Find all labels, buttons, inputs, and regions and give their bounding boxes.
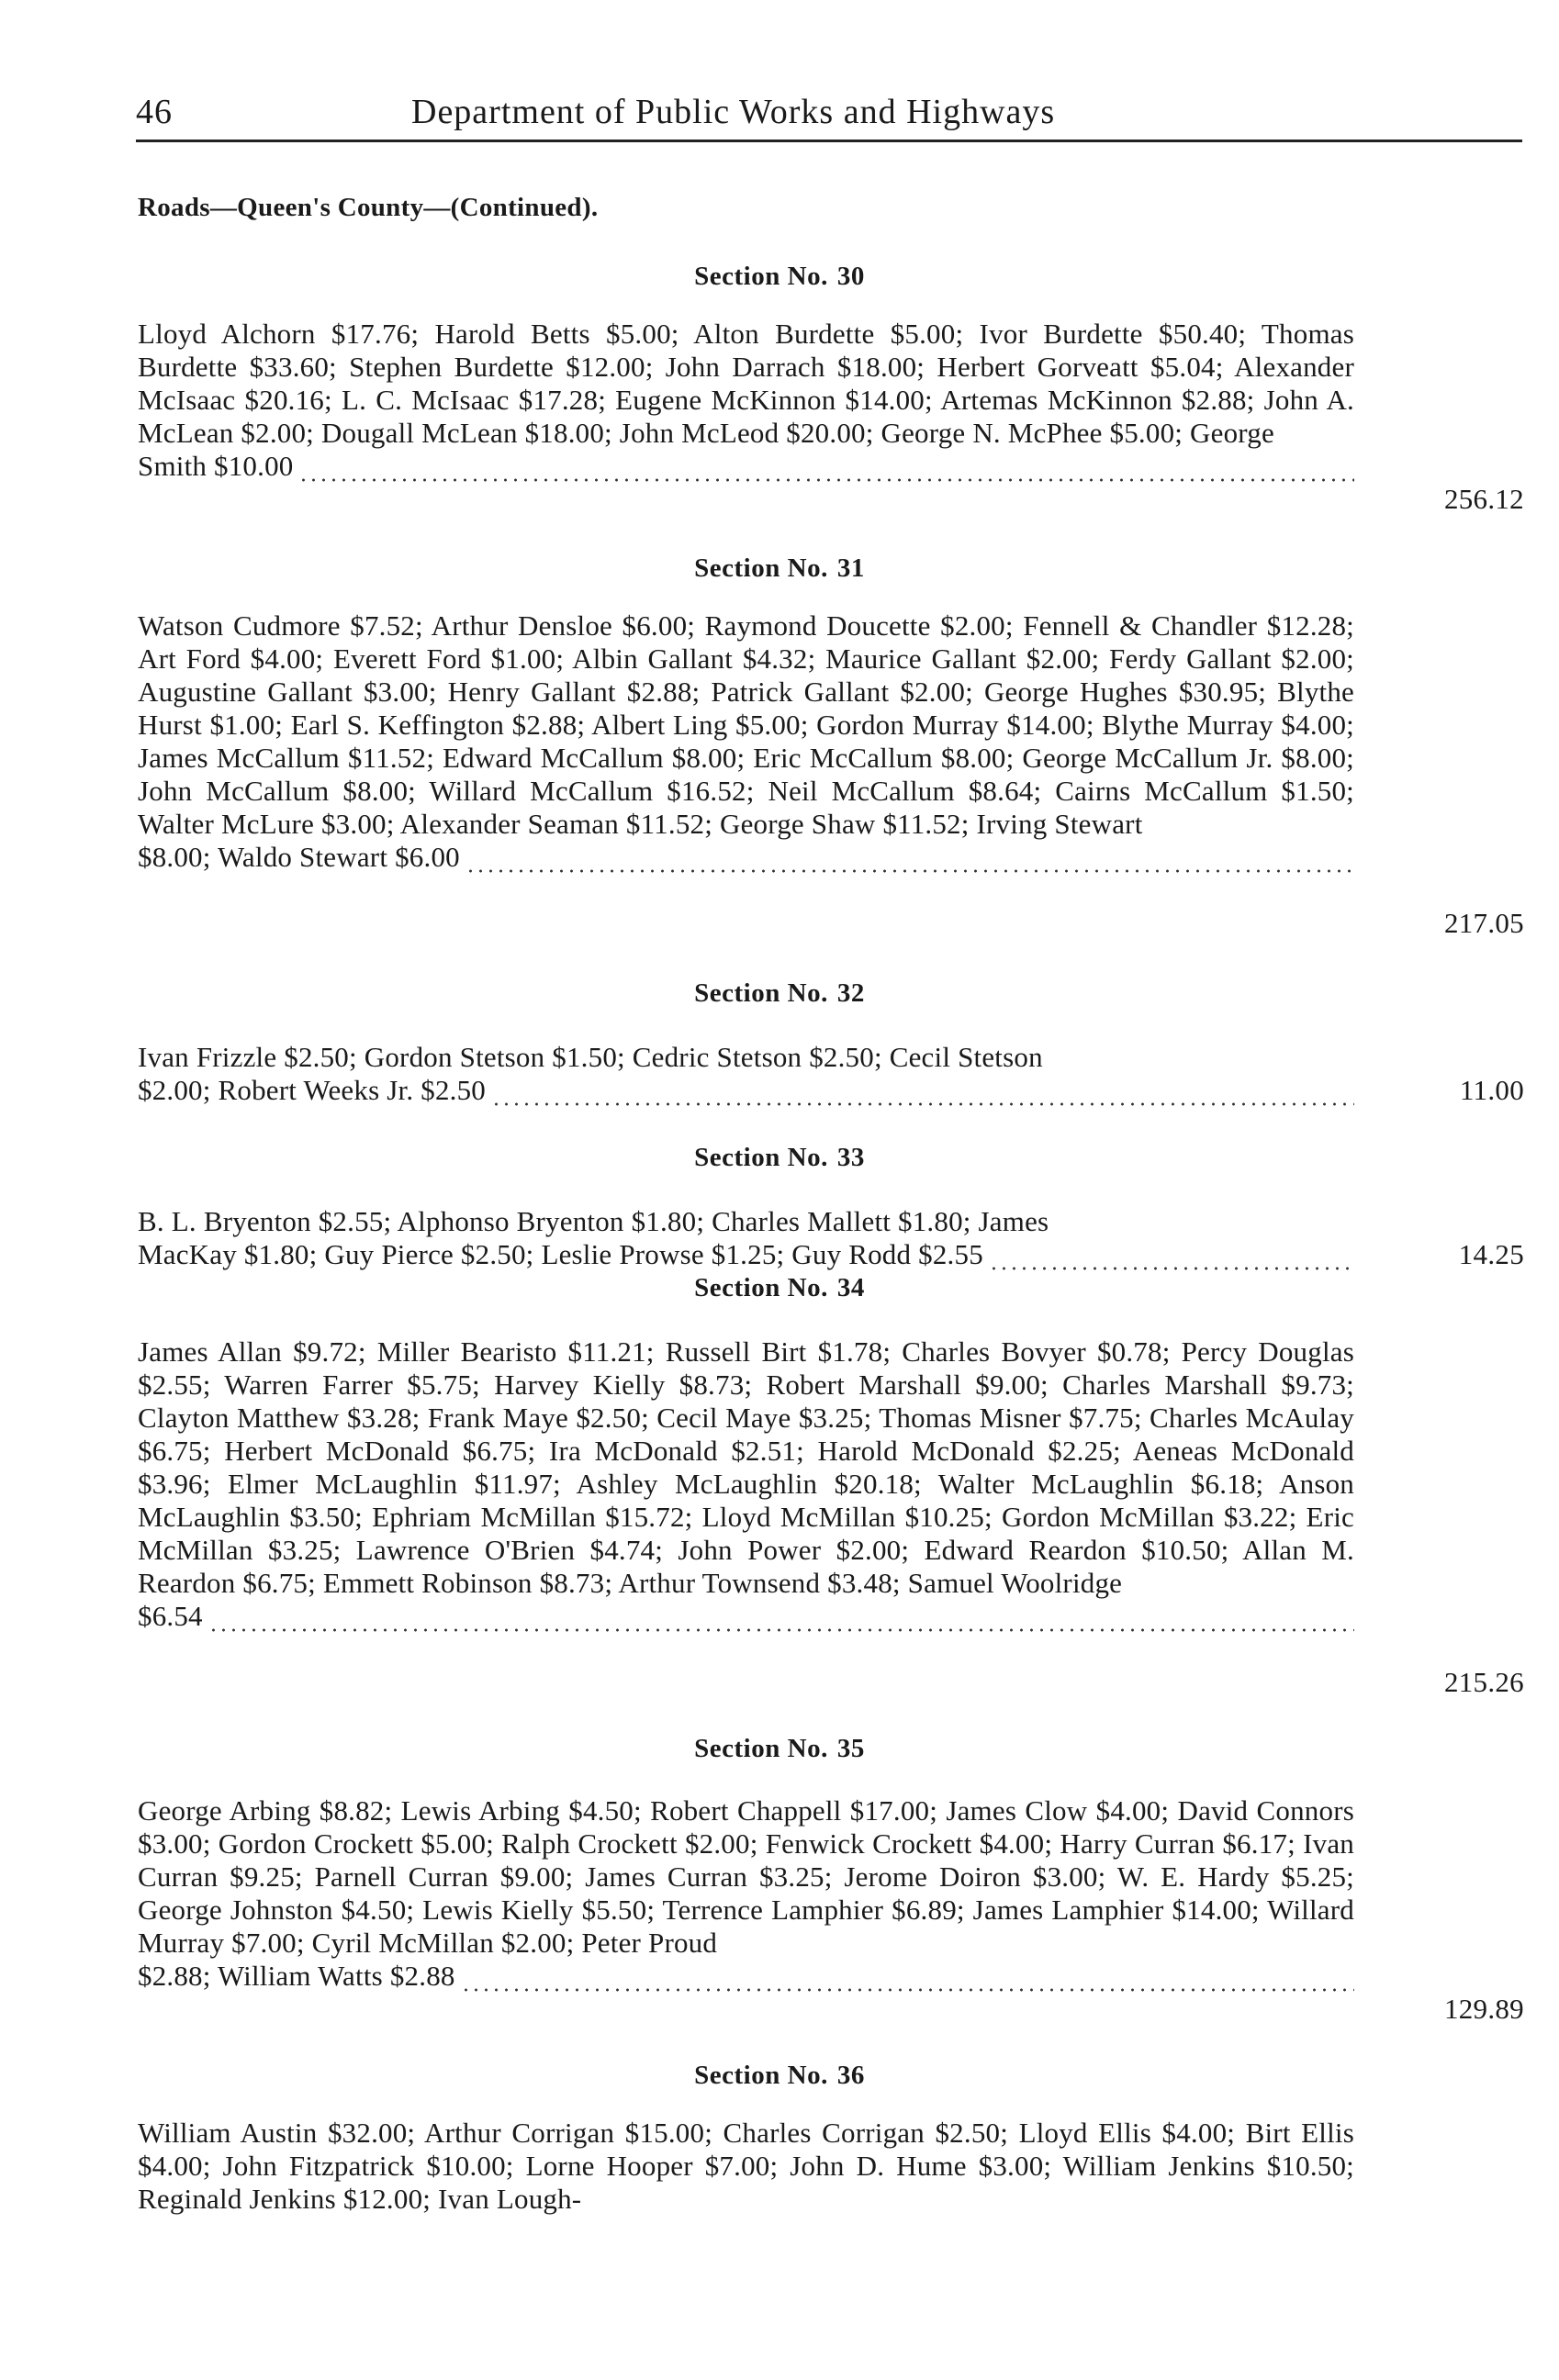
section-text: B. L. Bryenton $2.55; Alphonso Bryenton $1.80; Charles Mallett $1.80; James	[138, 1205, 1049, 1237]
section-title-32	[0, 978, 1559, 1009]
section-total-34: 215.26	[1443, 1666, 1524, 1698]
running-head: Department of Public Works and Highways	[411, 93, 1056, 131]
page-subtitle: Roads—Queen's County—(Continued).	[138, 193, 599, 222]
section-body-34	[138, 1335, 1354, 1633]
section-last-text: $8.00; Waldo Stewart $6.00	[138, 841, 460, 873]
section-label: Section No.	[694, 1734, 828, 1763]
section-body-32	[138, 1041, 1354, 1107]
section-label: Section No.	[694, 1143, 828, 1172]
section-body-36	[138, 2117, 1354, 2216]
section-number: 33	[836, 1143, 865, 1172]
section-last-line	[138, 450, 1354, 483]
section-number: 32	[836, 978, 865, 1008]
section-body-30	[138, 318, 1354, 483]
section-total-30: 256.12	[1443, 483, 1524, 515]
page-number: 46	[136, 93, 173, 131]
section-label: Section No.	[694, 1273, 828, 1302]
section-title-36	[0, 2061, 1559, 2091]
section-total-31: 217.05	[1443, 907, 1524, 939]
section-total-32: 11.00	[1459, 1074, 1524, 1106]
section-text: James Allan $9.72; Miller Bearisto $11.21; Russell Birt $1.78; Charles Bovyer $0.78; Percy Douglas $2.55; Warren Farrer $5.75; Harvey Kielly $8.73; Robert Marshall $9.00; Charles Marshall $9.73; Clayton Matthew $3.28; Frank Maye $2.50; Cecil Maye $3.25; Thomas Misner $7.75; Charles McAulay $6.75; Herbert McDonald $6.75; Ira McDonald $2.51; Harold McDonald $2.25; Aeneas McDonald $3.96; Elmer McLaughlin $11.97; Ashley McLaughlin $20.18; Walter McLaughlin $6.18; Anson McLaughlin $3.50; Ephriam McMillan $15.72; Lloyd McMillan $10.25; Gordon McMillan $3.22; Eric McMillan $3.25; Lawrence O'Brien $4.74; John Power $2.00; Edward Reardon $10.50; Allan M. Reardon $6.75; Emmett Robinson $8.73; Arthur Townsend $3.48; Samuel Woolridge	[138, 1335, 1354, 1599]
section-title-35	[0, 1734, 1559, 1764]
section-title-34	[0, 1273, 1559, 1303]
section-body-33	[138, 1205, 1354, 1271]
section-text: Lloyd Alchorn $17.76; Harold Betts $5.00; Alton Burdette $5.00; Ivor Burdette $50.40; Thomas Burdette $33.60; Stephen Burdette $12.00; John Darrach $18.00; Herbert Gorveatt $5.04; Alexander McIsaac $20.16; L. C. McIsaac $17.28; Eugene McKinnon $14.00; Artemas McKinnon $2.88; John A. McLean $2.00; Dougall McLean $18.00; John McLeod $20.00; George N. McPhee $5.00; George	[138, 318, 1354, 449]
section-total-35: 129.89	[1443, 1993, 1524, 2025]
section-total-33: 14.25	[1458, 1238, 1524, 1270]
section-last-text: Smith $10.00	[138, 450, 294, 482]
section-last-text: $2.88; William Watts $2.88	[138, 1960, 455, 1992]
section-last-text: $6.54	[138, 1600, 203, 1632]
dot-leader	[461, 1974, 1354, 1993]
section-text: Watson Cudmore $7.52; Arthur Densloe $6.00; Raymond Doucette $2.00; Fennell & Chandler $12.28; Art Ford $4.00; Everett Ford $1.00; Albin Gallant $4.32; Maurice Gallant $2.00; Ferdy Gallant $2.00; Augustine Gallant $3.00; Henry Gallant $2.88; Patrick Gallant $2.00; George Hughes $30.95; Blythe Hurst $1.00; Earl S. Keffington $2.88; Albert Ling $5.00; Gordon Murray $14.00; Blythe Murray $4.00; James McCallum $11.52; Edward McCallum $8.00; Eric McCallum $8.00; George McCallum Jr. $8.00; John McCallum $8.00; Willard McCallum $16.52; Neil McCallum $8.64; Cairns McCallum $1.50; Walter McLure $3.00; Alexander Seaman $11.52; George Shaw $11.52; Irving Stewart	[138, 609, 1354, 840]
section-label: Section No.	[694, 262, 828, 291]
section-number: 34	[836, 1273, 865, 1302]
dot-leader	[989, 1253, 1354, 1271]
section-last-line	[138, 1600, 1354, 1633]
section-title-31	[0, 553, 1559, 584]
section-last-text: $2.00; Robert Weeks Jr. $2.50	[138, 1074, 487, 1106]
section-number: 31	[836, 553, 865, 583]
section-label: Section No.	[694, 553, 828, 583]
section-label: Section No.	[694, 2061, 828, 2090]
section-title-30	[0, 262, 1559, 292]
section-text: Ivan Frizzle $2.50; Gordon Stetson $1.50; Cedric Stetson $2.50; Cecil Stetson	[138, 1041, 1043, 1073]
dot-leader	[208, 1615, 1354, 1633]
section-body-31	[138, 609, 1354, 874]
page-header	[136, 88, 1522, 142]
section-last-line	[138, 841, 1354, 874]
section-number: 35	[836, 1734, 865, 1763]
section-title-33	[0, 1143, 1559, 1173]
section-number: 30	[836, 262, 865, 291]
dot-leader	[491, 1089, 1354, 1107]
dot-leader	[465, 855, 1354, 874]
section-label: Section No.	[694, 978, 828, 1008]
section-last-line	[138, 1074, 1354, 1107]
dot-leader	[298, 464, 1354, 483]
section-number: 36	[836, 2061, 865, 2090]
section-last-line	[138, 1960, 1354, 1993]
section-last-line	[138, 1238, 1354, 1271]
section-body-35	[138, 1794, 1354, 1993]
section-text: George Arbing $8.82; Lewis Arbing $4.50; Robert Chappell $17.00; James Clow $4.00; David Connors $3.00; Gordon Crockett $5.00; Ralph Crockett $2.00; Fenwick Crockett $4.00; Harry Curran $6.17; Ivan Curran $9.25; Parnell Curran $9.00; James Curran $3.25; Jerome Doiron $3.00; W. E. Hardy $5.25; George Johnston $4.50; Lewis Kielly $5.50; Terrence Lamphier $6.89; James Lamphier $14.00; Willard Murray $7.00; Cyril McMillan $2.00; Peter Proud	[138, 1794, 1354, 1959]
section-last-text: MacKay $1.80; Guy Pierce $2.50; Leslie Prowse $1.25; Guy Rodd $2.55	[138, 1238, 983, 1270]
section-text: William Austin $32.00; Arthur Corrigan $15.00; Charles Corrigan $2.50; Lloyd Ellis $4.00; Birt Ellis $4.00; John Fitzpatrick $10.00; Lorne Hooper $7.00; John D. Hume $3.00; William Jenkins $10.50; Reginald Jenkins $12.00; Ivan Lough-	[138, 2117, 1354, 2215]
